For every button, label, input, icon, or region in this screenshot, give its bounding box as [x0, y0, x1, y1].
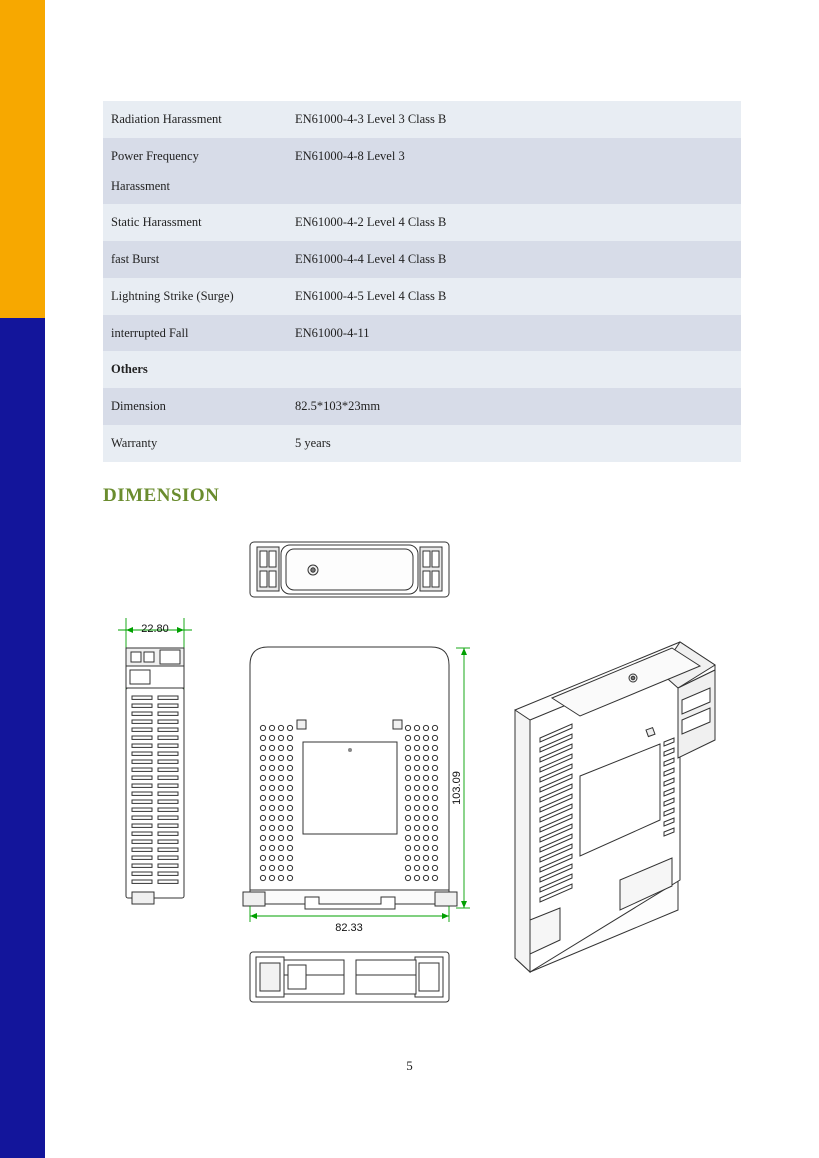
page-edge-orange-bar: [0, 0, 45, 318]
dimension-label-width-front: 82.33: [335, 922, 363, 934]
table-row: [103, 204, 741, 241]
table-row: [103, 138, 741, 205]
isometric-view: [515, 642, 715, 972]
spec-label: fast Burst: [103, 241, 287, 278]
spec-value: EN61000-4-11: [287, 315, 741, 352]
spec-label-line2: Harassment: [111, 178, 171, 193]
specification-table: [103, 101, 741, 462]
dimension-drawing: [60, 520, 800, 1050]
table-row: [103, 388, 741, 425]
front-view: [243, 647, 457, 909]
top-view: [250, 542, 449, 597]
spec-value: 82.5*103*23mm: [287, 388, 741, 425]
spec-label: Lightning Strike (Surge): [103, 278, 287, 315]
spec-label: Radiation Harassment: [103, 101, 287, 138]
page-number: 5: [406, 1058, 413, 1073]
spec-label-line1: Power Frequency: [111, 148, 199, 163]
spec-label: interrupted Fall: [103, 315, 287, 352]
spec-value: EN61000-4-4 Level 4 Class B: [287, 241, 741, 278]
spec-value: EN61000-4-3 Level 3 Class B: [287, 101, 741, 138]
spec-label: [103, 138, 287, 205]
table-row: [103, 101, 741, 138]
table-row: [103, 241, 741, 278]
spec-value: EN61000-4-2 Level 4 Class B: [287, 204, 741, 241]
spec-value: EN61000-4-8 Level 3: [287, 138, 741, 205]
table-row: [103, 425, 741, 462]
dimension-label-height-front: 103.09: [451, 771, 463, 805]
spec-section-value: [287, 351, 741, 388]
table-row: [103, 278, 741, 315]
table-section-row: [103, 351, 741, 388]
section-heading-dimension: DIMENSION: [103, 485, 220, 506]
spec-label: Warranty: [103, 425, 287, 462]
dimension-label-width-side: 22.80: [141, 623, 169, 635]
spec-label: Static Harassment: [103, 204, 287, 241]
bottom-view: [250, 952, 449, 1002]
side-view: [118, 618, 192, 904]
spec-value: 5 years: [287, 425, 741, 462]
spec-label: Dimension: [103, 388, 287, 425]
page-edge-blue-bar: [0, 318, 45, 1158]
spec-section-label: Others: [103, 351, 287, 388]
spec-value: EN61000-4-5 Level 4 Class B: [287, 278, 741, 315]
table-row: [103, 315, 741, 352]
